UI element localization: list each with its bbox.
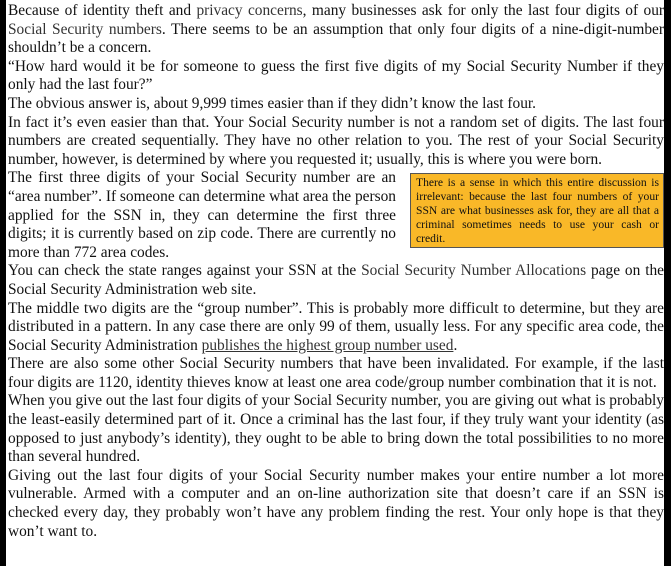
ssn-allocations-link[interactable]: Social Security Number Allocations [361,262,587,280]
paragraph-9: When you give out the last four digits of your Social Security number, you are giving out what is probably the least-easily determined part of it. Once a criminal has the last four, if they truly want your identity (as opposed to just anybody’s identity), they ought to be able to bring down the total possibilities to no more than several hundred. [8,392,664,466]
paragraph-text: page on the Social Security Administration web site. [8,262,664,298]
paragraph-6 [8,262,664,299]
paragraph-3: The obvious answer is, about 9,999 times easier than if they didn’t know the last four. [8,94,537,112]
highest-group-number-link[interactable]: publishes the highest group number used [201,336,454,354]
paragraph-text: . [453,336,458,354]
paragraph-8: There are also some other Social Security numbers that have been invalidated. For example, if the last four digits are 1120, identity thieves know at least one area code/group number combination that it is not. [8,355,664,391]
paragraph-10: Giving out the last four digits of your Social Security number makes your entire number a lot more vulnerable. Armed with a computer and an on-line authorization site that doesn’t care if an SSN is checked every day, they probably won’t have any problem finding the rest. Your only hope is that they won’t want to. [8,466,664,540]
paragraph-1 [8,2,664,58]
paragraph-5: The first three digits of your Social Security number are an “area number”. If someone can determine what area the person applied for the SSN in, they can determine the first three digits; it is currently based on zip code. There are currently no more than 772 area codes. [8,169,396,261]
paragraph-2: “How hard would it be for someone to guess the first five digits of my Social Security Number if they only had the last four?” [8,57,664,94]
paragraph-text: You can check the state ranges against your SSN at the [8,262,362,280]
sidenote-box: There is a sense in which this entire discussion is irrelevant: because the last four numbers of your SSN are what businesses ask for, they are all that a criminal sometimes needs to use your cash or credit. [410,173,664,248]
paragraph-text: Because of identity theft and [8,2,197,19]
paragraph-text: , many businesses ask for only the last four digits of our [302,2,664,19]
article-page [6,0,664,566]
paragraph-text: The middle two digits are the “group number”. This is probably more difficult to determine, but they are distributed in a pattern. In any case there are only 99 of them, usually less. For any specific area code, the Social Security Administration [8,299,664,354]
paragraph-text: . There seems to be an assumption that only four digits of a nine-digit-number shouldn’t be a concern. [8,20,664,57]
privacy-concerns-link[interactable]: privacy concerns [196,2,303,19]
social-security-numbers-link[interactable]: Social Security numbers [8,20,162,38]
paragraph-4: In fact it’s even easier than that. Your Social Security number is not a random set of digits. The last four numbers are created sequentially. They have no other relation to you. The rest of your Social Security number, however, is determined by where you requested it; usually, this is where you were born. [8,113,664,168]
paragraph-7 [8,300,664,356]
